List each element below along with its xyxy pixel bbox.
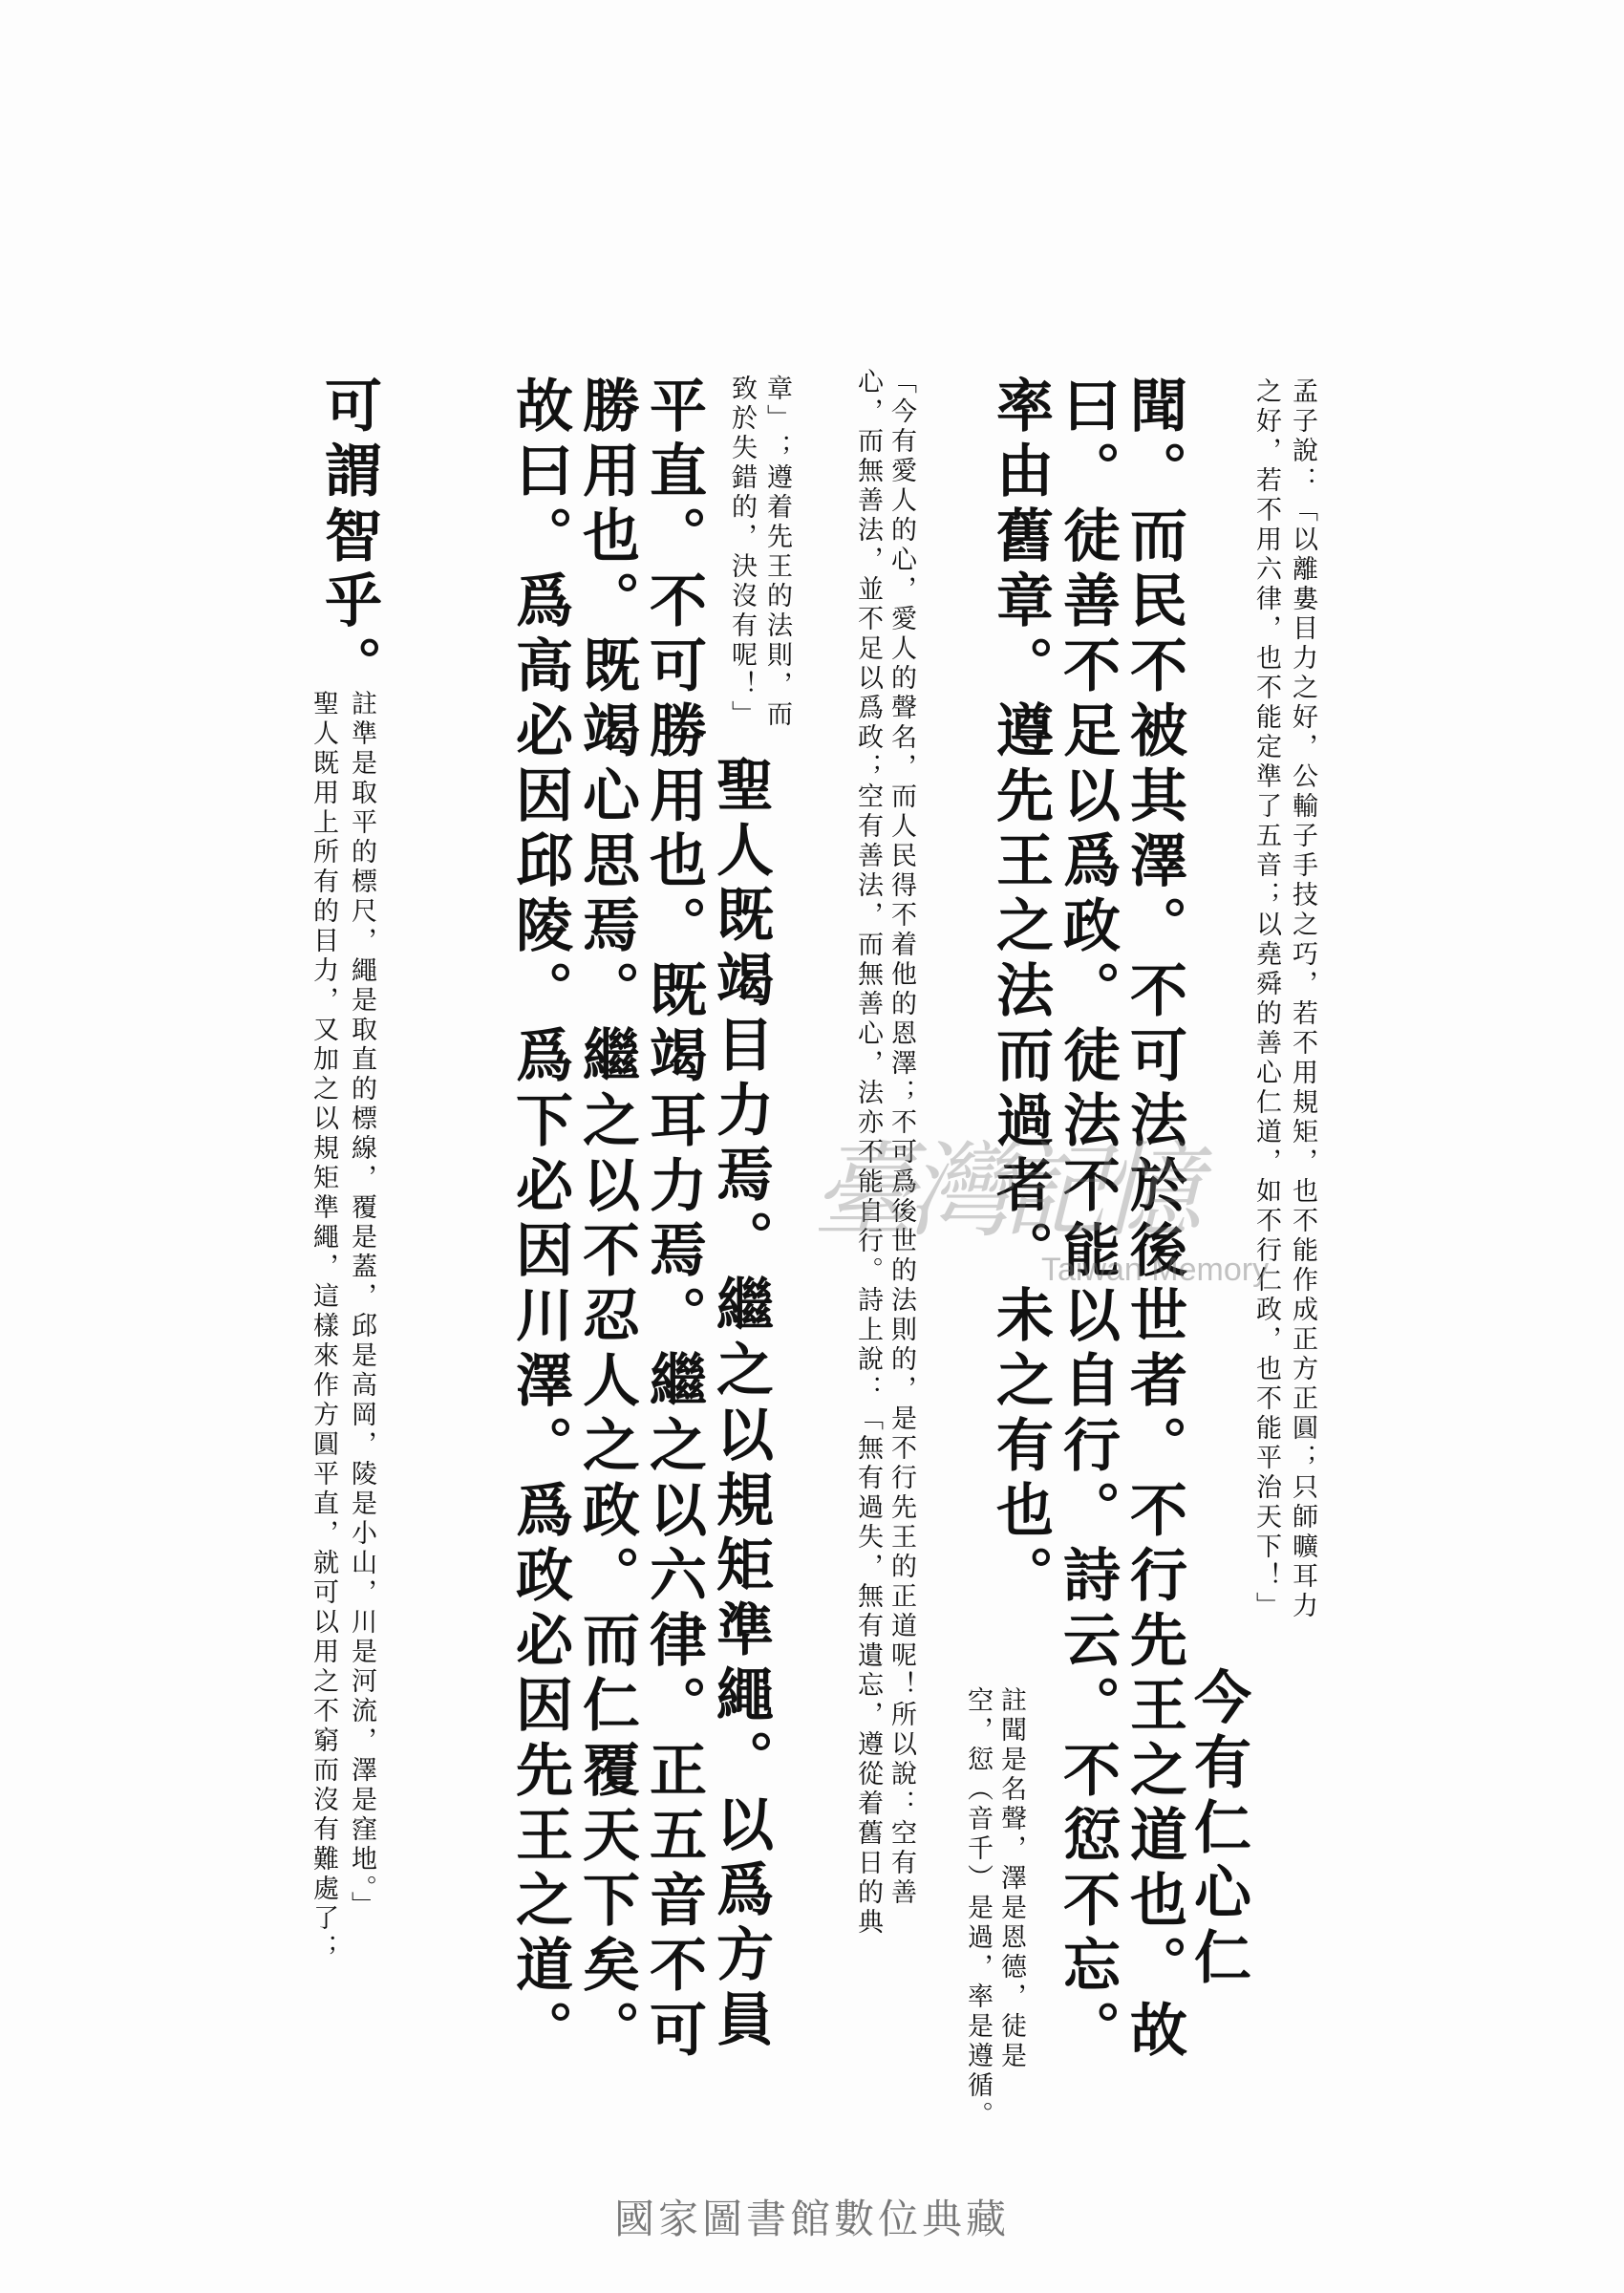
text-column-14: 平直。不可勝用也。既竭耳力焉。繼之以六律。正五音不可: [640, 375, 707, 2065]
text-column-19: 聖人既用上所有的目力，又加之以規矩準繩，這樣來作方圓平直，就可以用之不窮而沒有難處了；: [309, 690, 338, 1963]
text-column-16: 故曰。爲高必因邱陵。爲下必因川澤。爲政必因先王之道。: [506, 375, 573, 2065]
text-column-10: 心，而無善法，並不足以爲政；空有善法，而無善心，法亦不能自行。詩上說：「無有過失，無有遺忘，遵從着舊日的典: [853, 368, 883, 1938]
text-column-6: 率由舊章。遵先王之法而過者。未之有也。: [987, 375, 1054, 1610]
text-column-8: 空，愆（音千）是過，率是遵循。: [963, 1686, 993, 2131]
text-column-12: 致於失錯的，決沒有呢！」: [727, 375, 757, 730]
text-column-9: 「今有愛人的心，愛人的聲名，而人民得不着他的恩澤；不可爲後世的法則的，是不行先王的正道呢！所以說：空有善: [887, 368, 916, 1908]
text-column-13: 聖人既竭目力焉。繼之以規矩準繩。以爲方員: [707, 755, 774, 2054]
text-column-18: 註準是取平的標尺，繩是取直的標線，覆是蓋，邱是高岡，陵是小山，川是河流，澤是窪地。」: [347, 690, 376, 1921]
watermark-english: Taiwan Memory: [1041, 1252, 1270, 1288]
text-column-15: 勝用也。既竭心思焉。繼之以不忍人之政。而仁覆天下矣。: [573, 375, 640, 2065]
text-column-17: 可謂智乎。: [315, 375, 382, 700]
text-column-5: 曰。徒善不足以爲政。徒法不能以自行。詩云。不愆不忘。: [1054, 375, 1121, 2065]
text-column-7: 註聞是名聲，澤是恩德，徒是: [996, 1686, 1026, 2071]
text-column-2: 之好，若不用六律，也不能定準了五音；以堯舜的善心仁道，如不行仁政，也不能平治天下！」: [1251, 377, 1281, 1621]
text-column-3: 今有仁心仁: [1185, 1667, 1251, 1992]
watermark-chinese: 臺灣記憶: [812, 1132, 1195, 1252]
text-column-11: 章」；遵着先王的法則，而: [762, 375, 792, 730]
text-column-1: 孟子說：「以離婁目力之好，公輸子手技之巧，若不用規矩，也不能作成正方正圓；只師曠耳力: [1288, 377, 1317, 1621]
text-column-4: 聞。而民不被其澤。不可法於後世者。不行先王之道也。故: [1121, 375, 1187, 2065]
footer-caption: 國家圖書館數位典藏: [613, 2196, 1010, 2242]
